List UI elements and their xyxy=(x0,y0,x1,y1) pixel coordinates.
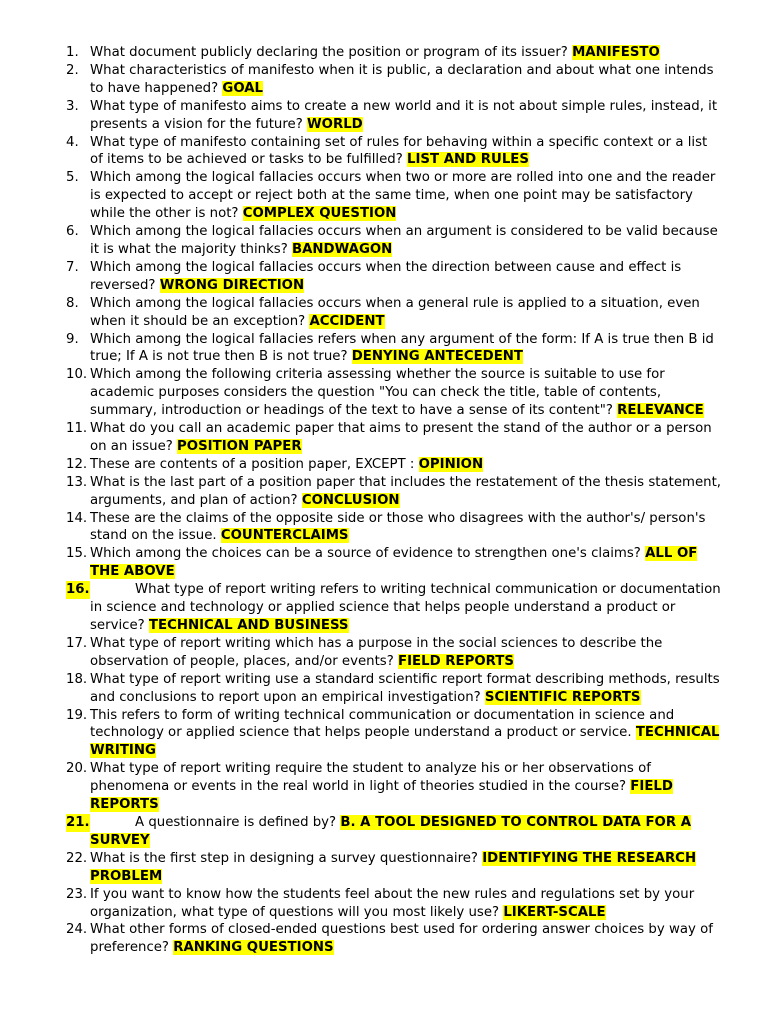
question-text: What type of report writing which has a purpose in the social sciences to describe the observation of people, places, and/or events? xyxy=(90,635,663,669)
list-item xyxy=(0,259,768,295)
item-number: 12. xyxy=(66,456,88,472)
list-item xyxy=(0,760,768,814)
answer-highlight: RELEVANCE xyxy=(617,403,704,419)
list-item xyxy=(0,814,768,850)
list-item xyxy=(0,295,768,331)
answer-highlight: SCIENTIFIC REPORTS xyxy=(484,689,641,705)
item-number: 21. xyxy=(66,814,90,830)
question-text: What is the last part of a position paper that includes the restatement of the thesis statement, arguments, and plan of action? xyxy=(90,474,722,508)
item-number: 4. xyxy=(66,134,79,150)
answer-highlight: BANDWAGON xyxy=(292,241,393,257)
list-item xyxy=(0,366,768,420)
answer-highlight: FIELD REPORTS xyxy=(90,779,673,813)
item-number: 15. xyxy=(66,546,88,562)
question-text: What other forms of closed-ended questions best used for ordering answer choices by way of preference? xyxy=(90,922,713,956)
answer-highlight: GOAL xyxy=(222,80,264,96)
answer-highlight: TECHNICAL WRITING xyxy=(90,725,720,759)
question-text: What type of report writing use a standard scientific report format describing methods, results and conclusions to report upon an empirical investigation? xyxy=(90,671,720,705)
question-text: What characteristics of manifesto when it is public, a declaration and about what one intends to have happened? xyxy=(90,62,714,96)
list-item xyxy=(0,886,768,922)
question-text: What type of manifesto containing set of rules for behaving within a specific context or a list of items to be achieved or tasks to be fulfilled? xyxy=(90,134,708,168)
question-text: What is the first step in designing a survey questionnaire? xyxy=(90,850,483,866)
question-text: What do you call an academic paper that aims to present the stand of the author or a person on an issue? xyxy=(90,421,712,454)
list-item xyxy=(0,134,768,170)
answer-highlight: COUNTERCLAIMS xyxy=(220,528,349,544)
list-item xyxy=(0,169,768,223)
question-text: These are the claims of the opposite side or those who disagrees with the author's/ person's stand on the issue. xyxy=(90,510,706,544)
answer-highlight: ACCIDENT xyxy=(309,313,385,329)
list-item xyxy=(0,456,768,474)
question-text: Which among the following criteria assessing whether the source is suitable to use for academic purposes considers the question "You can check the title, table of contents, summary, introduction or headings of the text to have a sense of its content"? xyxy=(90,367,665,419)
list-item xyxy=(0,223,768,259)
question-text: What type of report writing require the student to analyze his or her observations of phenomena or events in the real world in light of theories studied in the course? xyxy=(90,761,651,795)
list-item xyxy=(0,44,768,62)
answer-highlight: RANKING QUESTIONS xyxy=(173,940,334,956)
list-item xyxy=(0,707,768,761)
item-number: 13. xyxy=(66,474,88,490)
list-item xyxy=(0,850,768,886)
question-text: These are contents of a position paper, EXCEPT : xyxy=(90,456,419,472)
item-number: 9. xyxy=(66,331,79,347)
list-item xyxy=(0,581,768,635)
list-item xyxy=(0,474,768,510)
answer-highlight: DENYING ANTECEDENT xyxy=(351,349,523,365)
answer-highlight: FIELD REPORTS xyxy=(398,653,514,669)
answer-highlight: WORLD xyxy=(307,116,363,132)
list-item xyxy=(0,98,768,134)
question-text: Which among the logical fallacies occurs when two or more are rolled into one and the reader is expected to accept or reject both at the same time, when one point may be satisfactory while the other is not? xyxy=(90,170,716,222)
item-number: 16. xyxy=(66,582,90,598)
item-number: 3. xyxy=(66,98,79,114)
list-item xyxy=(0,635,768,671)
item-number: 8. xyxy=(66,295,79,311)
list-item xyxy=(0,331,768,367)
question-text: Which among the choices can be a source of evidence to strengthen one's claims? xyxy=(90,546,646,562)
answer-highlight: B. A TOOL DESIGNED TO CONTROL DATA FOR A SURVEY xyxy=(90,814,692,848)
item-number: 24. xyxy=(66,922,88,938)
answer-highlight: ALL OF THE ABOVE xyxy=(90,546,698,580)
list-item xyxy=(0,420,768,456)
answer-highlight: IDENTIFYING THE RESEARCH PROBLEM xyxy=(90,850,697,884)
list-item xyxy=(0,671,768,707)
question-list xyxy=(0,44,768,957)
item-number: 2. xyxy=(66,62,79,78)
item-number: 11. xyxy=(66,421,88,437)
item-number: 5. xyxy=(66,170,79,186)
item-number: 22. xyxy=(66,850,88,866)
question-text: What type of manifesto aims to create a new world and it is not about simple rules, instead, it presents a vision for the future? xyxy=(90,98,718,132)
item-number: 18. xyxy=(66,671,88,687)
list-item xyxy=(0,62,768,98)
answer-highlight: POSITION PAPER xyxy=(177,438,302,454)
answer-highlight: OPINION xyxy=(418,456,484,472)
question-text: Which among the logical fallacies refers when any argument of the form: If A is true then B id true; If A is not true then B is not true? xyxy=(90,331,714,365)
answer-highlight: MANIFESTO xyxy=(572,45,660,60)
item-number: 20. xyxy=(66,761,88,777)
item-number: 10. xyxy=(66,367,88,383)
item-number: 1. xyxy=(66,45,79,60)
answer-highlight: TECHNICAL AND BUSINESS xyxy=(148,618,349,633)
list-item xyxy=(0,510,768,546)
question-text: Which among the logical fallacies occurs when the direction between cause and effect is reversed? xyxy=(90,259,682,293)
item-number: 6. xyxy=(66,224,79,240)
answer-highlight: CONCLUSION xyxy=(301,492,400,508)
item-number: 23. xyxy=(66,886,88,902)
answer-highlight: WRONG DIRECTION xyxy=(159,277,305,293)
item-number: 17. xyxy=(66,635,88,651)
list-item xyxy=(0,545,768,581)
question-text: What document publicly declaring the position or program of its issuer? xyxy=(90,45,573,60)
question-text: Which among the logical fallacies occurs when a general rule is applied to a situation, even when it should be an exception? xyxy=(90,295,700,329)
question-text: If you want to know how the students feel about the new rules and regulations set by your organization, what type of questions will you most likely use? xyxy=(90,886,695,920)
answer-highlight: LIKERT-SCALE xyxy=(503,904,606,920)
answer-highlight: COMPLEX QUESTION xyxy=(242,206,397,222)
question-text: Which among the logical fallacies occurs when an argument is considered to be valid because it is what the majority thinks? xyxy=(90,224,718,257)
item-number: 19. xyxy=(66,707,88,723)
item-number: 7. xyxy=(66,259,79,275)
answer-highlight: LIST AND RULES xyxy=(407,152,529,168)
question-text: What type of report writing refers to writing technical communication or documentation in science and technology or applied science that helps people understand a product or service? xyxy=(90,582,721,633)
list-item xyxy=(0,921,768,957)
item-number: 14. xyxy=(66,510,88,526)
document-page xyxy=(0,44,768,957)
question-text: A questionnaire is defined by? xyxy=(135,814,341,830)
question-text: This refers to form of writing technical communication or documentation in science and technology or applied science that helps people understand a product or service. xyxy=(90,707,675,741)
